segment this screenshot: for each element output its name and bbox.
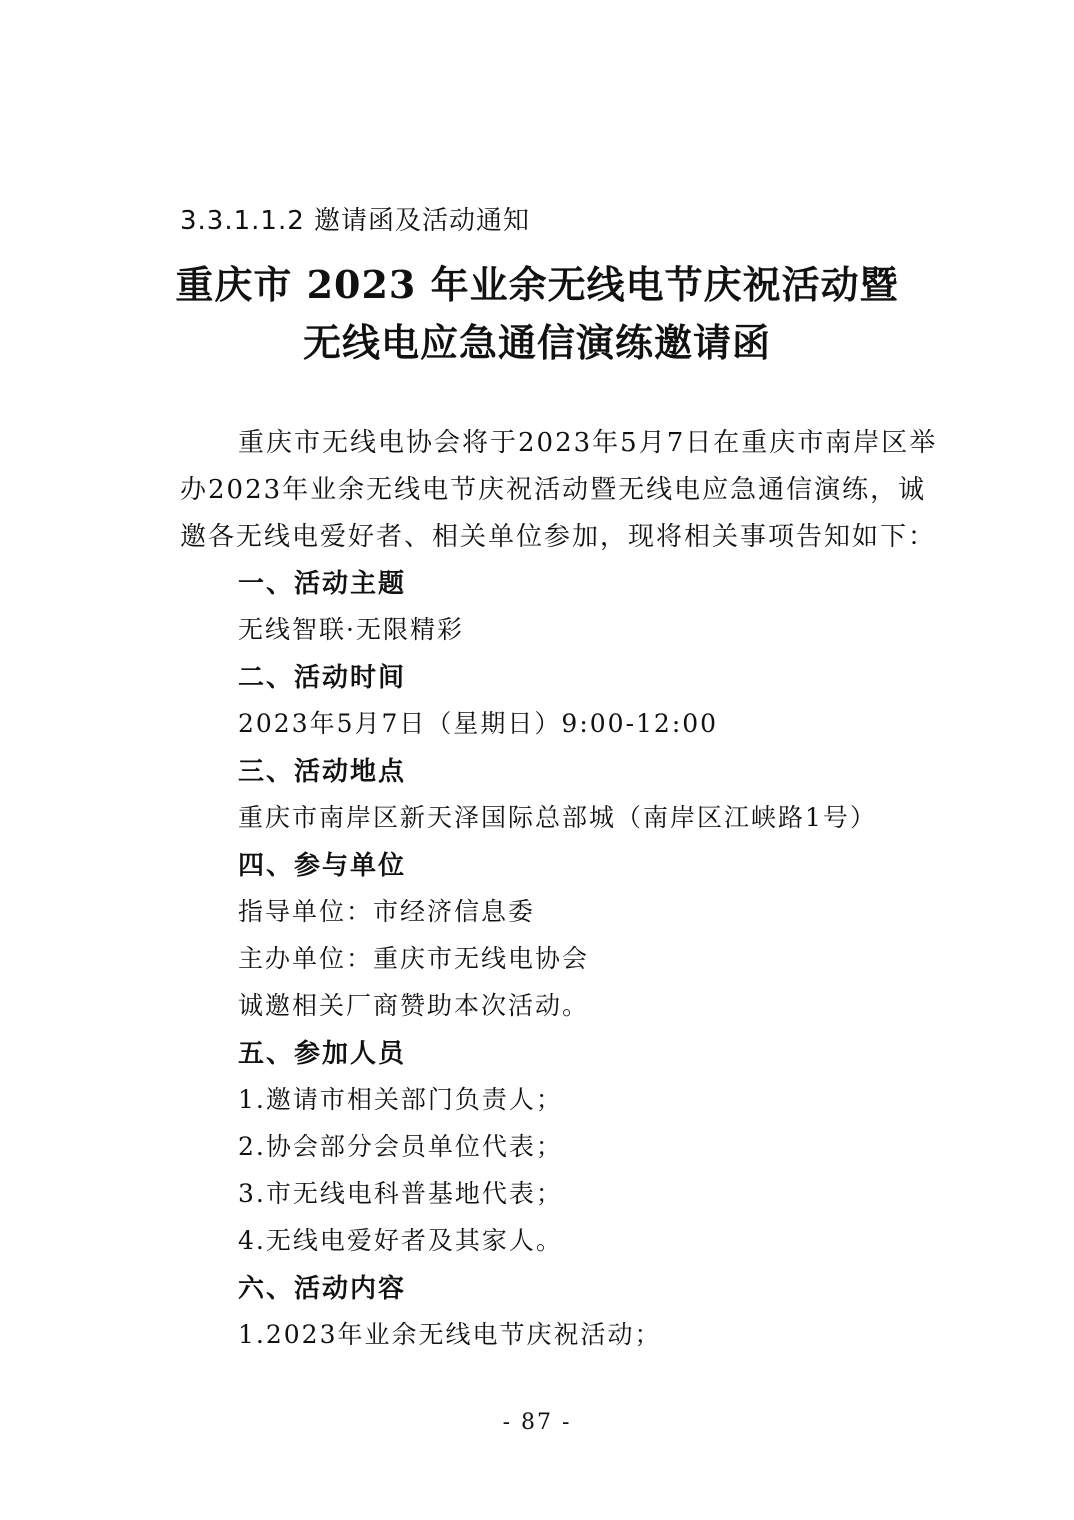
participants-item-4: 4.无线电爱好者及其家人。 <box>238 1226 563 1255</box>
document-title-line-2: 无线电应急通信演练邀请函 <box>302 320 771 365</box>
content-item-1: 1.2023年业余无线电节庆祝活动； <box>238 1320 662 1349</box>
units-item-sponsor: 诚邀相关厂商赞助本次活动。 <box>238 991 590 1020</box>
section-number: 3.3.1.1.2 邀请函及活动通知 <box>180 206 531 236</box>
section-heading-time: 二、活动时间 <box>238 663 407 693</box>
intro-paragraph-line-3: 邀各无线电爱好者、相关单位参加，现将相关事项告知如下： <box>180 522 937 552</box>
section-heading-content: 六、活动内容 <box>238 1274 407 1304</box>
intro-paragraph-line-2: 办2023年业余无线电节庆祝活动暨无线电应急通信演练，诚 <box>180 475 927 505</box>
section-heading-participants: 五、参加人员 <box>238 1039 407 1069</box>
theme-content: 无线智联·无限精彩 <box>238 615 464 644</box>
participants-item-2: 2.协会部分会员单位代表； <box>238 1132 563 1161</box>
intro-paragraph-line-1: 重庆市无线电协会将于2023年5月7日在重庆市南岸区举 <box>238 428 938 458</box>
location-content: 重庆市南岸区新天泽国际总部城（南岸区江峡路1号） <box>238 803 877 832</box>
document-title-line-1: 重庆市 2023 年业余无线电节庆祝活动暨 <box>175 262 899 307</box>
page-number: - 87 - <box>502 1410 572 1435</box>
section-heading-theme: 一、活动主题 <box>238 569 407 599</box>
units-item-guide: 指导单位：市经济信息委 <box>238 897 536 926</box>
section-heading-location: 三、活动地点 <box>238 757 407 787</box>
participants-item-3: 3.市无线电科普基地代表； <box>238 1179 563 1208</box>
units-item-host: 主办单位：重庆市无线电协会 <box>238 944 590 973</box>
section-heading-units: 四、参与单位 <box>238 851 407 881</box>
time-content: 2023年5月7日（星期日）9:00-12:00 <box>238 709 719 738</box>
participants-item-1: 1.邀请市相关部门负责人； <box>238 1085 563 1114</box>
